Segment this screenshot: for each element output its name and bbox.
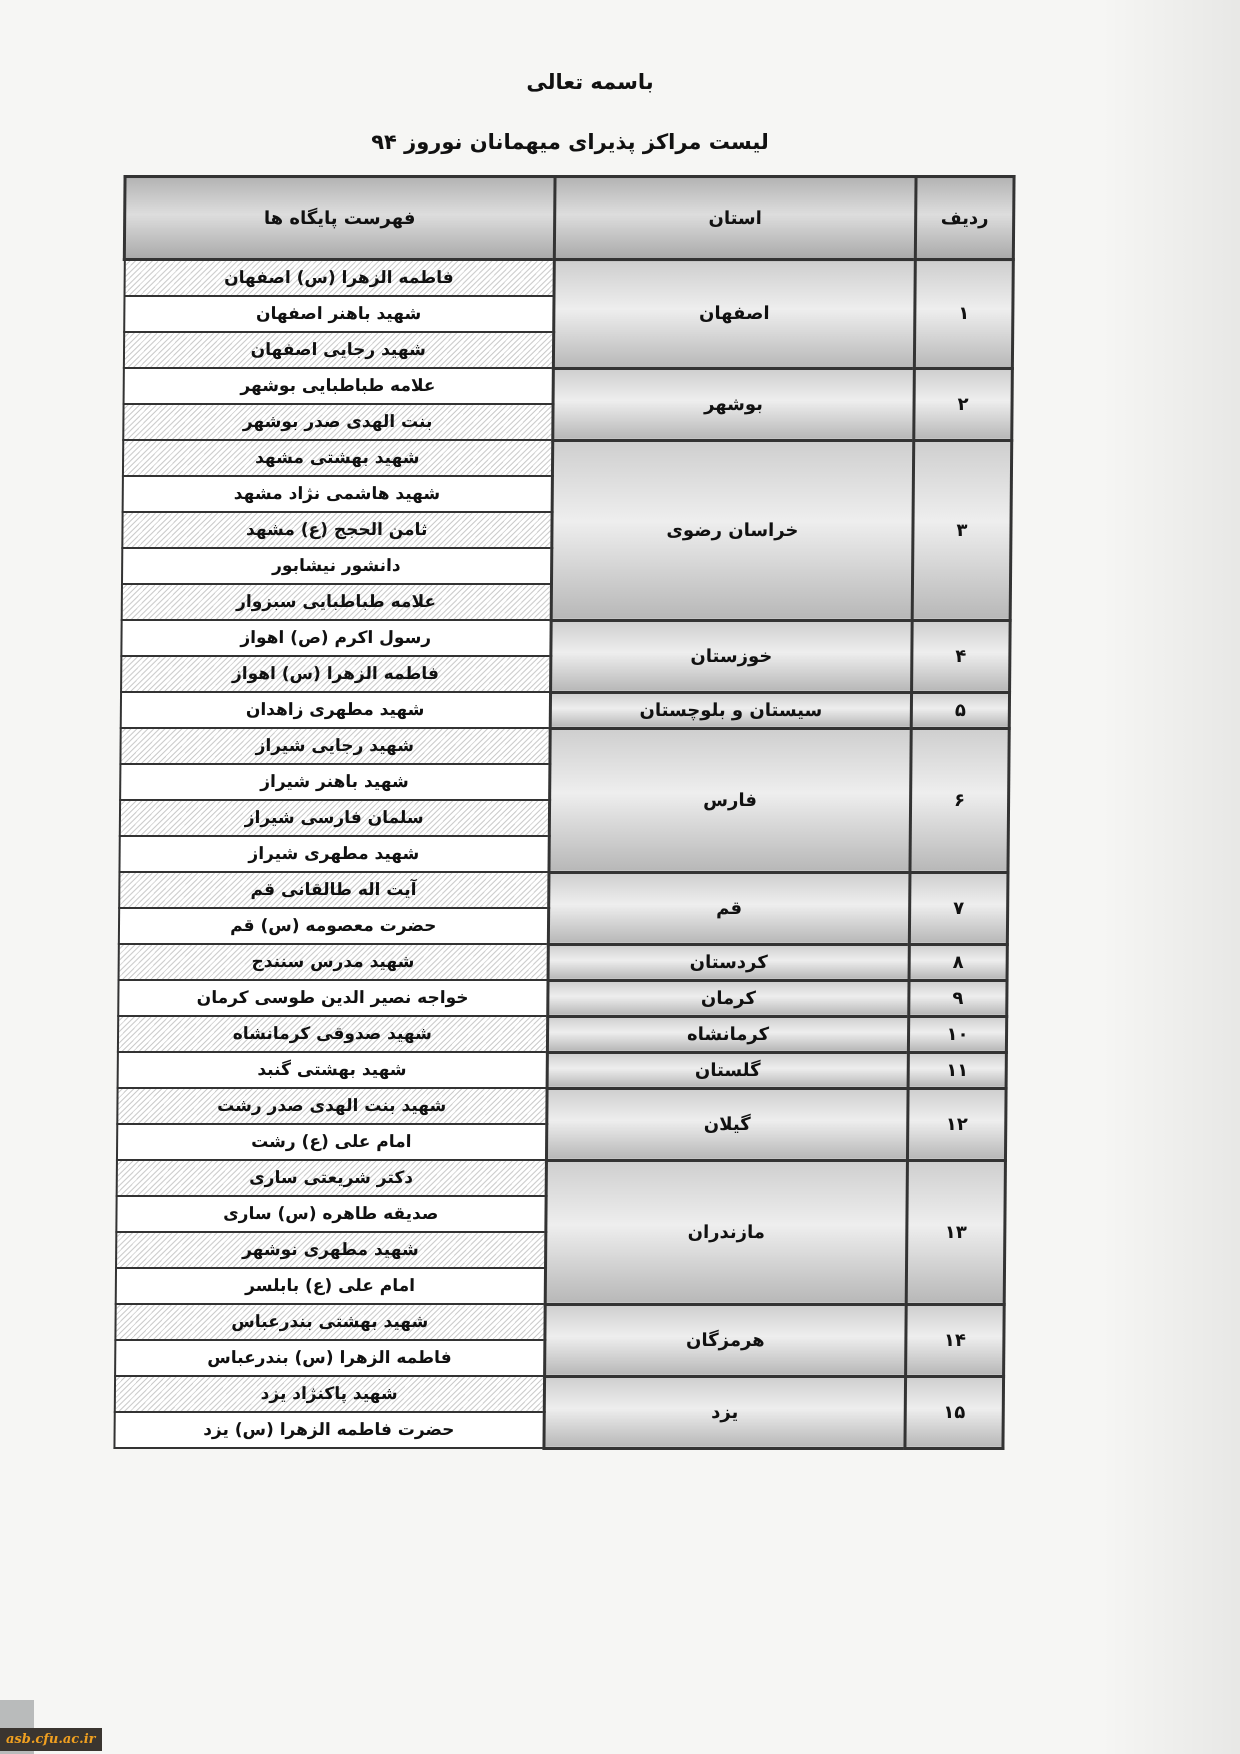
table-row bbox=[122, 440, 1011, 476]
province-cell: کرمانشاه bbox=[547, 1016, 908, 1052]
site-cell: صدیقه طاهره (س) ساری bbox=[116, 1196, 546, 1232]
province-cell: قم bbox=[548, 872, 910, 944]
site-cell: شهید صدوقی کرمانشاه bbox=[117, 1016, 547, 1052]
site-cell: شهید پاکنژاد یزد bbox=[114, 1376, 544, 1412]
site-cell: شهید هاشمی نژاد مشهد bbox=[122, 476, 552, 512]
site-cell: بنت الهدی صدر بوشهر bbox=[123, 404, 553, 440]
radif-cell: ۴ bbox=[912, 620, 1011, 692]
document-title: لیست مراکز پذیرای میهمانان نوروز ۹۴ bbox=[371, 130, 769, 154]
table-row bbox=[118, 944, 1007, 980]
site-cell: دانشور نیشابور bbox=[121, 548, 551, 584]
table-row bbox=[120, 692, 1009, 728]
radif-cell: ۶ bbox=[910, 728, 1009, 872]
radif-cell: ۱۵ bbox=[905, 1376, 1004, 1448]
site-cell: شهید بهشتی مشهد bbox=[122, 440, 552, 476]
table-row bbox=[116, 1160, 1005, 1196]
header-province: استان bbox=[554, 177, 916, 260]
province-cell: خوزستان bbox=[551, 620, 913, 692]
table-row bbox=[124, 260, 1013, 297]
radif-cell: ۱۱ bbox=[908, 1052, 1006, 1088]
table-row bbox=[120, 728, 1009, 764]
province-cell: یزد bbox=[544, 1376, 906, 1448]
province-cell: بوشهر bbox=[553, 368, 915, 440]
watermark: asb.cfu.ac.ir bbox=[0, 1728, 102, 1751]
scan-shadow bbox=[1100, 0, 1240, 1754]
site-cell: دکتر شریعتی ساری bbox=[116, 1160, 546, 1196]
radif-cell: ۵ bbox=[911, 692, 1009, 728]
site-cell: شهید مطهری زاهدان bbox=[120, 692, 550, 728]
site-cell: شهید باهنر شیراز bbox=[120, 764, 550, 800]
header-sites: فهرست پایگاه ها bbox=[124, 177, 555, 260]
province-cell: سیستان و بلوچستان bbox=[550, 692, 911, 728]
radif-cell: ۱۴ bbox=[906, 1304, 1005, 1376]
site-cell: رسول اکرم (ص) اهواز bbox=[121, 620, 551, 656]
table-row bbox=[117, 1088, 1006, 1124]
header-radif: ردیف bbox=[915, 177, 1014, 260]
province-cell: کردستان bbox=[548, 944, 909, 980]
radif-cell: ۹ bbox=[909, 980, 1007, 1016]
site-cell: فاطمه الزهرا (س) بندرعباس bbox=[115, 1340, 545, 1376]
site-cell: سلمان فارسی شیراز bbox=[119, 800, 549, 836]
radif-cell: ۲ bbox=[914, 368, 1013, 440]
radif-cell: ۱۰ bbox=[908, 1016, 1006, 1052]
site-cell: شهید مطهری شیراز bbox=[119, 836, 549, 872]
province-cell: گیلان bbox=[546, 1088, 908, 1160]
header-row bbox=[124, 177, 1014, 260]
table-row bbox=[121, 620, 1010, 656]
province-cell: گلستان bbox=[547, 1052, 908, 1088]
table-row bbox=[117, 1016, 1006, 1052]
table-row bbox=[117, 1052, 1006, 1088]
province-cell: مازندران bbox=[545, 1160, 907, 1304]
site-cell: شهید باهنر اصفهان bbox=[124, 296, 554, 332]
site-cell: علامه طباطبایی سبزوار bbox=[121, 584, 551, 620]
radif-cell: ۳ bbox=[912, 440, 1012, 620]
site-cell: شهید مطهری نوشهر bbox=[116, 1232, 546, 1268]
site-cell: امام علی (ع) رشت bbox=[116, 1124, 546, 1160]
site-cell: شهید رجایی اصفهان bbox=[123, 332, 553, 368]
table-row bbox=[123, 368, 1012, 404]
province-cell: هرمزگان bbox=[545, 1304, 907, 1376]
site-cell: فاطمه الزهرا (س) اصفهان bbox=[124, 260, 554, 297]
radif-cell: ۷ bbox=[909, 872, 1008, 944]
site-cell: امام علی (ع) بابلسر bbox=[115, 1268, 545, 1304]
site-cell: شهید مدرس سنندج bbox=[118, 944, 548, 980]
site-cell: حضرت معصومه (س) قم bbox=[118, 908, 548, 944]
site-cell: خواجه نصیر الدین طوسی کرمان bbox=[118, 980, 548, 1016]
site-cell: علامه طباطبایی بوشهر bbox=[123, 368, 553, 404]
radif-cell: ۱۲ bbox=[907, 1088, 1006, 1160]
province-cell: خراسان رضوی bbox=[551, 440, 914, 620]
site-cell: ثامن الحجج (ع) مشهد bbox=[122, 512, 552, 548]
table-row bbox=[118, 980, 1007, 1016]
site-cell: فاطمه الزهرا (س) اهواز bbox=[121, 656, 551, 692]
radif-cell: ۸ bbox=[909, 944, 1007, 980]
table-row bbox=[114, 1376, 1003, 1412]
province-cell: اصفهان bbox=[553, 260, 915, 369]
province-cell: فارس bbox=[549, 728, 911, 872]
site-cell: حضرت فاطمه الزهرا (س) یزد bbox=[114, 1412, 544, 1448]
table-row bbox=[119, 872, 1008, 908]
site-cell: شهید بنت الهدی صدر رشت bbox=[117, 1088, 547, 1124]
centers-table bbox=[112, 175, 1015, 1450]
document-heading: باسمه تعالی bbox=[526, 70, 654, 94]
province-cell: کرمان bbox=[548, 980, 909, 1016]
site-cell: شهید بهشتی گنبد bbox=[117, 1052, 547, 1088]
table-body bbox=[114, 260, 1013, 1449]
site-cell: شهید بهشتی بندرعباس bbox=[115, 1304, 545, 1340]
radif-cell: ۱۳ bbox=[906, 1160, 1005, 1304]
radif-cell: ۱ bbox=[914, 260, 1013, 369]
site-cell: شهید رجایی شیراز bbox=[120, 728, 550, 764]
site-cell: آیت اله طالقانی قم bbox=[119, 872, 549, 908]
table-row bbox=[115, 1304, 1004, 1340]
